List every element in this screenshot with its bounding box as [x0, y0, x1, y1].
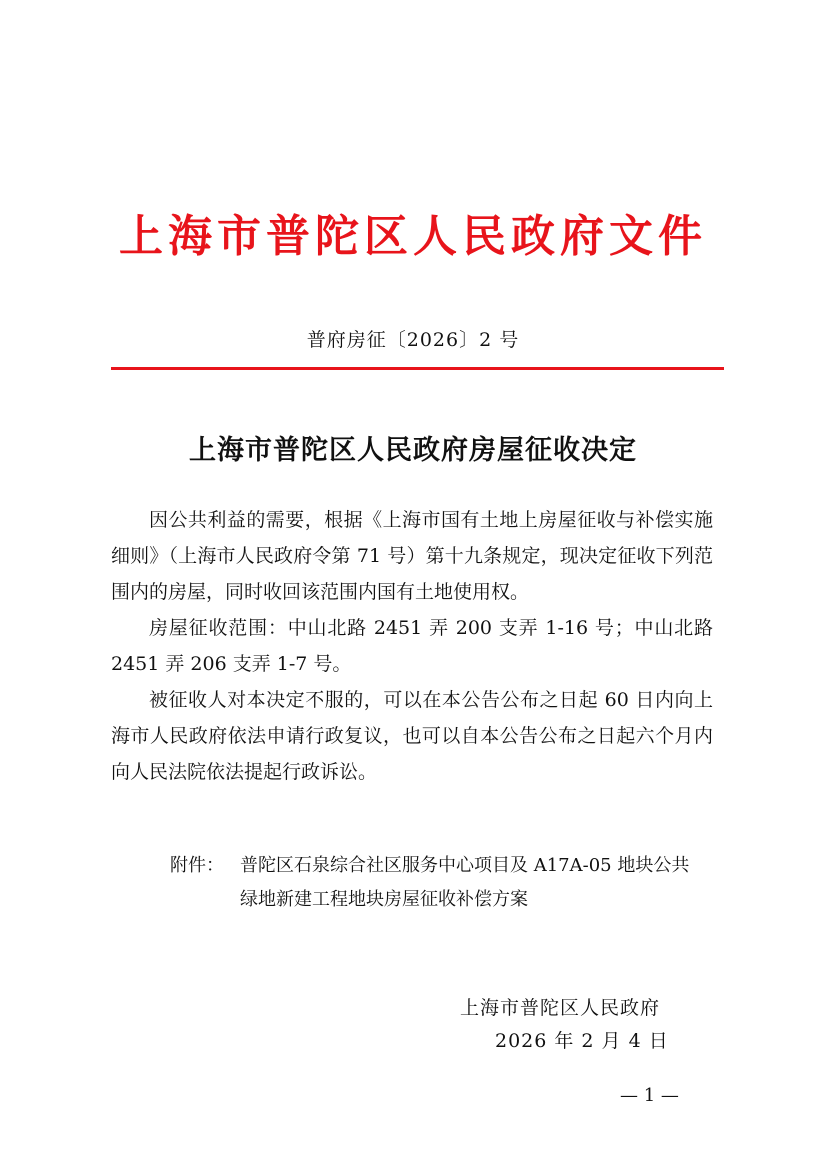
- decision-title: 上海市普陀区人民政府房屋征收决定: [189, 435, 637, 466]
- page-number: — 1 —: [620, 1085, 679, 1106]
- attachment-line: 绿地新建工程地块房屋征收补偿方案: [240, 889, 528, 910]
- red-divider-line: [111, 367, 724, 370]
- issuer-signature: 上海市普陀区人民政府: [460, 997, 661, 1019]
- body-paragraph: 房屋征收范围：中山北路 2451 弄 200 支弄 1-16 号；中山北路 2451 弄 206 支弄 1-7 号。: [111, 617, 713, 675]
- attachment-content: [240, 849, 720, 917]
- attachment-line: 普陀区石泉综合社区服务中心项目及 A17A-05 地块公共: [240, 855, 690, 876]
- issue-date: 2026 年 2 月 4 日: [495, 1030, 669, 1052]
- document-number: 普府房征〔2026〕2 号: [306, 329, 520, 351]
- attachment-label: 附件：: [170, 855, 224, 876]
- body-paragraph: 被征收人对本决定不服的，可以在本公告公布之日起 60 日内向上海市人民政府依法申请行政复议，也可以自本公告公布之日起六个月内向人民法院依法提起行政诉讼。: [111, 689, 713, 783]
- body-paragraph: 因公共利益的需要，根据《上海市国有土地上房屋征收与补偿实施细则》（上海市人民政府令第 71 号）第十九条规定，现决定征收下列范围内的房屋，同时收回该范围内国有土地使用权。: [111, 509, 713, 603]
- issuing-authority-header: 上海市普陀区人民政府文件: [119, 211, 707, 262]
- decision-body: [111, 502, 713, 790]
